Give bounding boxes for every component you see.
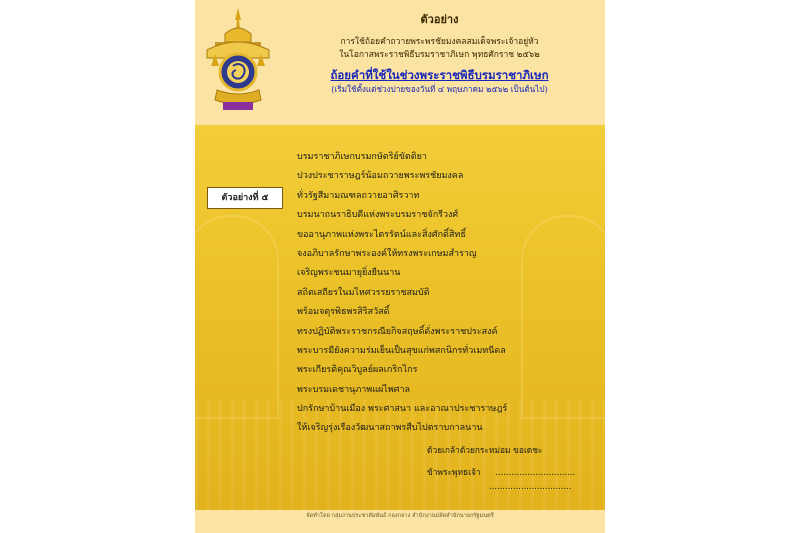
blessing-line: สถิตเสถียรในมไหศวรรยราชสมบัติ [297,287,430,298]
blessing-line: ให้เจริญรุ่งเรืองวัฒนาสถาพรสืบไปตราบกาลนาน [297,423,483,434]
blessing-line: พระบรมเดชานุภาพแผ่ไพศาล [297,384,411,395]
signature-label: ข้าพระพุทธเจ้า [427,467,481,477]
sample-title: ตัวอย่าง [420,13,459,26]
blessing-line: บรมราชาภิเษกบรมกษัตริย์ขัตติยา [297,152,427,162]
blessing-line: ทรงปฏิบัติพระราชกรณียกิจสฤษดิ์ดั่งพระราชประสงค์ [297,326,498,337]
blessing-line: พร้อมจตุรพิธพรสิริสวัสดิ์ [297,307,390,318]
signature-line [427,465,575,479]
blessing-line: ปวงประชาราษฎร์น้อมถวายพระพรชัยมงคล [297,171,464,182]
background-arch-right [521,215,605,419]
blessing-line: พระบารมียังความร่มเย็นเป็นสุขแก่พสกนิกรทั่วเมทนีดล [297,345,506,356]
footer-credit: จัดทำโดย กลุ่มงานประชาสัมพันธ์ กองกลาง สำนักงานปลัดสำนักนายกรัฐมนตรี [306,513,494,519]
blessing-line: จงอภิบาลรักษาพระองค์ให้ทรงพระเกษมสำราญ [297,248,477,259]
royal-emblem-icon [203,6,273,114]
blessing-text [297,148,507,439]
document-page [195,0,605,533]
document-header [277,8,602,95]
subtitle-line1: การใช้ถ้อยคำถวายพระพรชัยมงคลสมเด็จพระเจ้าอยู่หัว [340,37,539,47]
main-title: ถ้อยคำที่ใช้ในช่วงพระราชพิธีบรมราชาภิเษก [330,68,549,82]
example-label: ตัวอย่างที่ ๕ [207,187,283,209]
closing-salutation: ด้วยเกล้าด้วยกระหม่อม ขอเดชะ [427,445,543,455]
blessing-line: บรมนาถนราธิบดีแห่งพระบรมราชจักรีวงศ์ [297,210,459,221]
blessing-line: พระเกียรติคุณวิบูลย์ผลเกริกไกร [297,365,418,376]
blessing-line: ปกรักษาบ้านเมือง พระศาสนา และอาณาประชาราษฎร์ [297,404,508,415]
closing-block [427,443,575,491]
blessing-line: เจริญพระชนมายุยิ่งยืนนาน [297,268,401,279]
subtitle-line2: ในโอกาสพระราชพิธีบรมราชาภิเษก พุทธศักราช ๒๕๖๒ [339,50,540,60]
background-arch-left [195,215,279,419]
signature-dots-2: ............................... [489,481,572,491]
blessing-line: ทั่วรัฐสีมามณฑลถวายอาศิรวาท [297,190,420,201]
signature-dots-1: .............................. [495,467,576,477]
blessing-panel [195,125,605,510]
blessing-line: ขออานุภาพแห่งพระไตรรัตน์และสิ่งศักดิ์สิทธิ์ [297,229,466,240]
date-note: (เริ่มใช้ตั้งแต่ช่วงบ่ายของวันที่ ๔ พฤษภาคม ๒๕๖๒ เป็นต้นไป) [331,84,548,94]
